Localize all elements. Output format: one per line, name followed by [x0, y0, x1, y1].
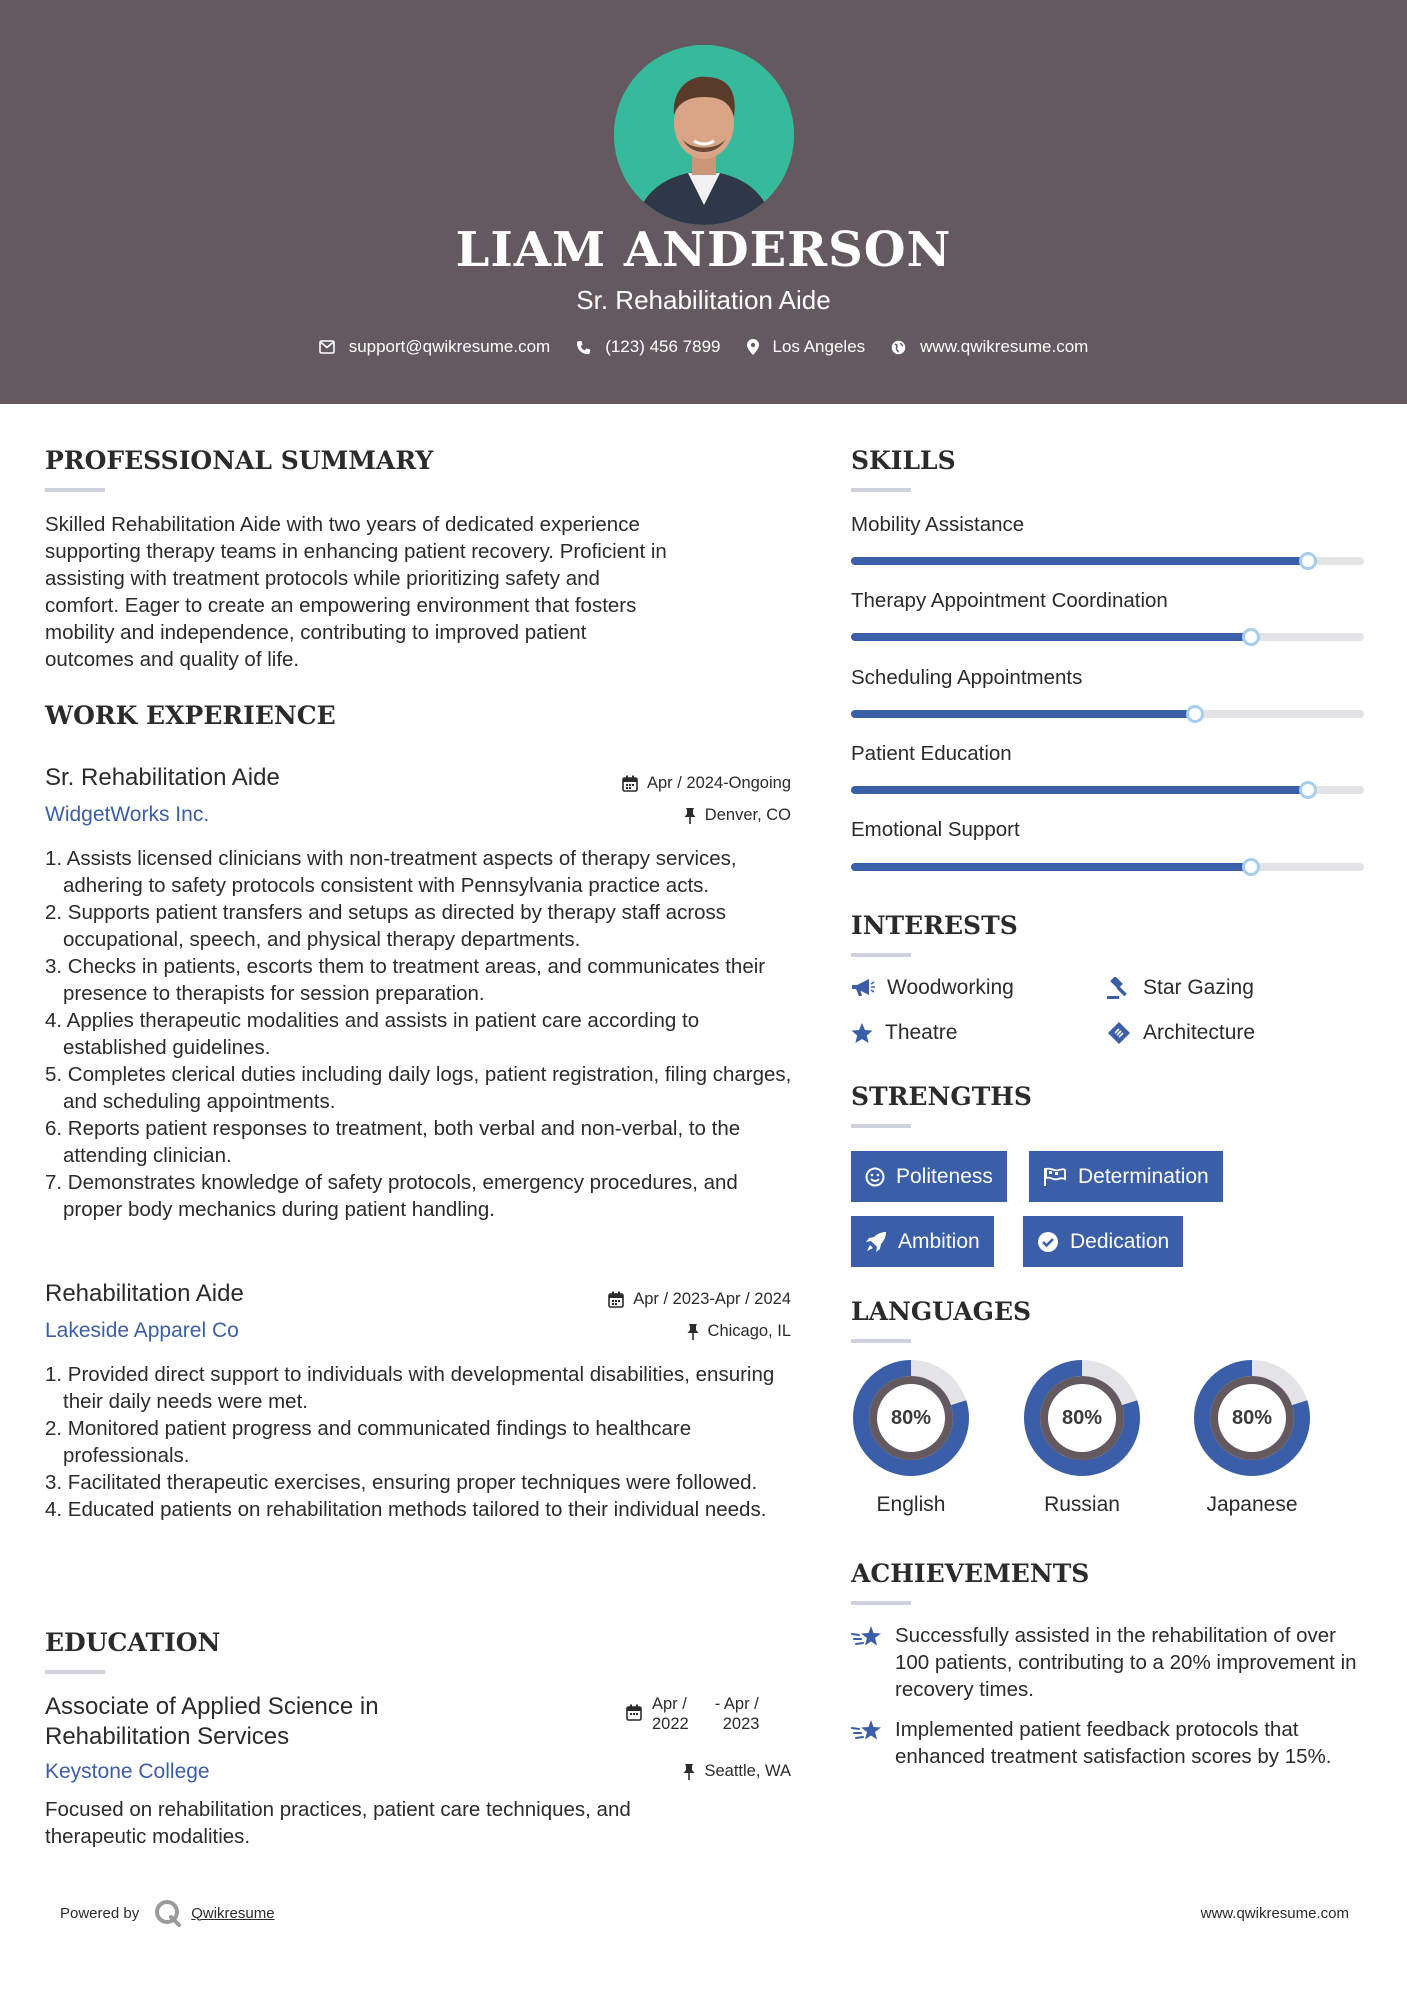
interests-heading: INTERESTS [851, 911, 1018, 940]
education-end-date [715, 1694, 760, 1734]
dates-text: Apr / 2023-Apr / 2024 [633, 1290, 791, 1308]
envelope-icon [319, 340, 335, 354]
strengths-heading: STRENGTHS [851, 1082, 1032, 1111]
summary-line: comfort. Eager to create an empowering environment that fosters [45, 594, 637, 617]
language-percent: 80% [890, 1406, 932, 1429]
footer-powered-by [60, 1898, 275, 1928]
duties-list [45, 1361, 775, 1523]
location-text: Seattle, WA [704, 1762, 791, 1780]
strength-badge [851, 1216, 994, 1267]
location-text: Los Angeles [772, 337, 866, 356]
strength-label: Determination [1078, 1164, 1209, 1188]
achievement-text: Successfully assisted in the rehabilitation of over 100 patients, contributing to a 20% improvement in recovery times. [895, 1624, 1357, 1701]
skill-bar-fill [851, 786, 1308, 794]
skills-rule [851, 488, 911, 492]
education-location [683, 1762, 791, 1781]
job-title: Sr. Rehabilitation Aide [45, 764, 280, 791]
job-location [684, 806, 791, 825]
interest-label: Star Gazing [1143, 976, 1254, 999]
summary-line: mobility and independence, contributing to improved patient [45, 621, 587, 644]
skill-label: Patient Education [851, 742, 1012, 765]
summary-line: assisting with treatment protocols while prioritizing safety and [45, 567, 600, 590]
shooting-star-icon [851, 1624, 883, 1652]
language-item [850, 1357, 972, 1517]
skill-bar-knob [1299, 781, 1317, 799]
rocket-icon [865, 1231, 887, 1253]
email-text: support@qwikresume.com [348, 337, 551, 356]
list-item: 5. Completes clerical duties including daily logs, patient registration, filing charges, and scheduling appointments. [45, 1063, 792, 1113]
list-item: 3. Facilitated therapeutic exercises, ensuring proper techniques were followed. [45, 1471, 758, 1494]
education-heading: EDUCATION [45, 1628, 221, 1657]
calendar-icon [608, 1291, 624, 1308]
list-item: 1. Provided direct support to individuals with developmental disabilities, ensuring their daily needs were met. [45, 1363, 775, 1413]
education-dates [626, 1694, 759, 1734]
interests-rule [851, 953, 911, 957]
pushpin-icon [683, 1764, 695, 1780]
list-item: 6. Reports patient responses to treatment, both verbal and non-verbal, to the attending clinician. [45, 1117, 741, 1167]
language-percent: 80% [1231, 1406, 1273, 1429]
interest-label: Woodworking [887, 976, 1014, 999]
bullhorn-icon [851, 978, 875, 998]
summary-text [45, 511, 805, 673]
language-name: English [876, 1493, 946, 1516]
degree-title: Associate of Applied Science in Rehabilitation Services [45, 1693, 379, 1750]
strength-badge [1023, 1216, 1183, 1267]
skill-bar [851, 633, 1364, 641]
job-dates [608, 1290, 791, 1309]
list-item: 1. Assists licensed clinicians with non-treatment aspects of therapy services, adhering to safety protocols consistent with Pennsylvania practice acts. [45, 847, 737, 897]
interest-item [1107, 976, 1254, 1000]
summary-line: supporting therapy teams in enhancing patient recovery. Proficient in [45, 540, 667, 563]
languages-rule [851, 1339, 911, 1343]
skill-bar-fill [851, 710, 1195, 718]
contact-website[interactable] [891, 337, 1088, 357]
list-item: 2. Supports patient transfers and setups as directed by therapy staff across occupational, speech, and physical therapy departments. [45, 901, 727, 951]
language-name: Japanese [1206, 1493, 1298, 1516]
strength-label: Dedication [1070, 1229, 1170, 1253]
list-item: 2. Monitored patient progress and communicated findings to healthcare professionals. [45, 1417, 692, 1467]
list-item: 4. Applies therapeutic modalities and assists in patient care according to established guidelines. [45, 1009, 700, 1059]
website-text: www.qwikresume.com [920, 337, 1089, 356]
skill-bar-knob [1242, 628, 1260, 646]
interest-item [851, 1021, 957, 1045]
job-title: Rehabilitation Aide [45, 1280, 244, 1307]
skill-label: Scheduling Appointments [851, 666, 1083, 689]
profile-photo [614, 45, 794, 225]
job-dates [622, 774, 791, 793]
gavel-icon [1107, 977, 1131, 999]
education-line: Focused on rehabilitation practices, patient care techniques, and [45, 1798, 631, 1821]
resume-header [0, 0, 1407, 404]
education-rule [45, 1670, 105, 1674]
language-item [1191, 1357, 1313, 1517]
candidate-role: Sr. Rehabilitation Aide [576, 285, 831, 315]
education-line: therapeutic modalities. [45, 1825, 251, 1848]
dates-text: Apr / 2024-Ongoing [646, 774, 791, 792]
skill-bar-knob [1186, 705, 1204, 723]
calendar-icon [626, 1704, 642, 1721]
achievements-heading: ACHIEVEMENTS [851, 1559, 1090, 1588]
interest-label: Theatre [885, 1021, 958, 1044]
skill-bar-fill [851, 863, 1251, 871]
skill-bar-knob [1299, 552, 1317, 570]
language-item [1021, 1357, 1143, 1517]
strength-badge [1029, 1151, 1223, 1202]
education-description [45, 1796, 805, 1850]
strength-label: Politeness [896, 1164, 993, 1188]
date-line: Apr / [652, 1695, 687, 1713]
date-line: - Apr / [714, 1695, 759, 1713]
interest-label: Architecture [1143, 1021, 1256, 1044]
summary-heading: PROFESSIONAL SUMMARY [45, 446, 434, 475]
summary-line: outcomes and quality of life. [45, 648, 300, 671]
experience-heading: WORK EXPERIENCE [45, 701, 336, 730]
list-item: 4. Educated patients on rehabilitation methods tailored to their individual needs. [45, 1498, 767, 1521]
contact-email[interactable] [319, 337, 551, 357]
contact-phone[interactable] [576, 337, 720, 357]
flag-icon [1043, 1167, 1067, 1187]
interest-item [1107, 1021, 1255, 1045]
education-start-date [652, 1694, 689, 1734]
achievements-rule [851, 1601, 911, 1605]
language-percent: 80% [1061, 1406, 1103, 1429]
skill-label: Emotional Support [851, 818, 1020, 841]
globe-icon [891, 340, 906, 355]
skill-bar [851, 786, 1364, 794]
skill-label: Therapy Appointment Coordination [851, 589, 1168, 612]
list-item: 7. Demonstrates knowledge of safety protocols, emergency procedures, and proper body mechanics during patient handling. [45, 1171, 738, 1221]
star-icon [851, 1023, 873, 1044]
duties-list [45, 845, 795, 1223]
achievement-item [851, 1716, 1365, 1770]
skill-label: Mobility Assistance [851, 513, 1025, 536]
ticket-icon [1107, 1022, 1131, 1044]
language-ring [1021, 1357, 1143, 1479]
smile-icon [865, 1167, 885, 1187]
pushpin-icon [687, 1324, 699, 1340]
contact-bar [0, 337, 1407, 357]
languages-heading: LANGUAGES [851, 1297, 1032, 1326]
skill-bar [851, 863, 1364, 871]
map-pin-icon [747, 339, 759, 355]
summary-line: Skilled Rehabilitation Aide with two years of dedicated experience [45, 513, 640, 536]
strength-label: Ambition [898, 1229, 980, 1253]
shooting-star-icon [851, 1718, 883, 1746]
date-line: 2023 [722, 1715, 760, 1733]
skill-bar [851, 557, 1364, 565]
calendar-icon [622, 775, 638, 792]
check-circle-icon [1037, 1231, 1059, 1253]
phone-icon [576, 340, 591, 355]
skills-heading: SKILLS [851, 446, 956, 475]
strength-badge [851, 1151, 1007, 1202]
interest-item [851, 976, 1014, 1000]
strengths-rule [851, 1124, 911, 1128]
achievement-item [851, 1622, 1365, 1703]
skill-bar-knob [1242, 858, 1260, 876]
language-ring [850, 1357, 972, 1479]
pushpin-icon [684, 808, 696, 824]
phone-text: (123) 456 7899 [605, 337, 721, 356]
school-name[interactable]: Keystone College [45, 1760, 210, 1783]
language-name: Russian [1044, 1493, 1120, 1516]
location-text: Chicago, IL [707, 1322, 791, 1340]
date-line: 2022 [652, 1715, 689, 1733]
footer-website[interactable]: www.qwikresume.com [1200, 1905, 1349, 1922]
qwikresume-logo-icon [153, 1898, 183, 1928]
location-text: Denver, CO [704, 806, 791, 824]
summary-rule [45, 488, 105, 492]
powered-by-label: Powered by [60, 1904, 140, 1922]
company-name[interactable]: Lakeside Apparel Co [45, 1319, 239, 1342]
achievement-text: Implemented patient feedback protocols that enhanced treatment satisfaction scores by 15%. [895, 1718, 1332, 1768]
candidate-name: LIAM ANDERSON [455, 222, 952, 278]
contact-location [747, 337, 866, 357]
skill-bar [851, 710, 1364, 718]
skill-bar-fill [851, 633, 1251, 641]
list-item: 3. Checks in patients, escorts them to treatment areas, and communicates their presence to therapists for session preparation. [45, 955, 766, 1005]
company-name[interactable]: WidgetWorks Inc. [45, 803, 210, 826]
brand-link[interactable]: Qwikresume [191, 1904, 275, 1922]
person-avatar-icon [614, 45, 794, 225]
job-location [687, 1322, 791, 1341]
skill-bar-fill [851, 557, 1308, 565]
language-ring [1191, 1357, 1313, 1479]
